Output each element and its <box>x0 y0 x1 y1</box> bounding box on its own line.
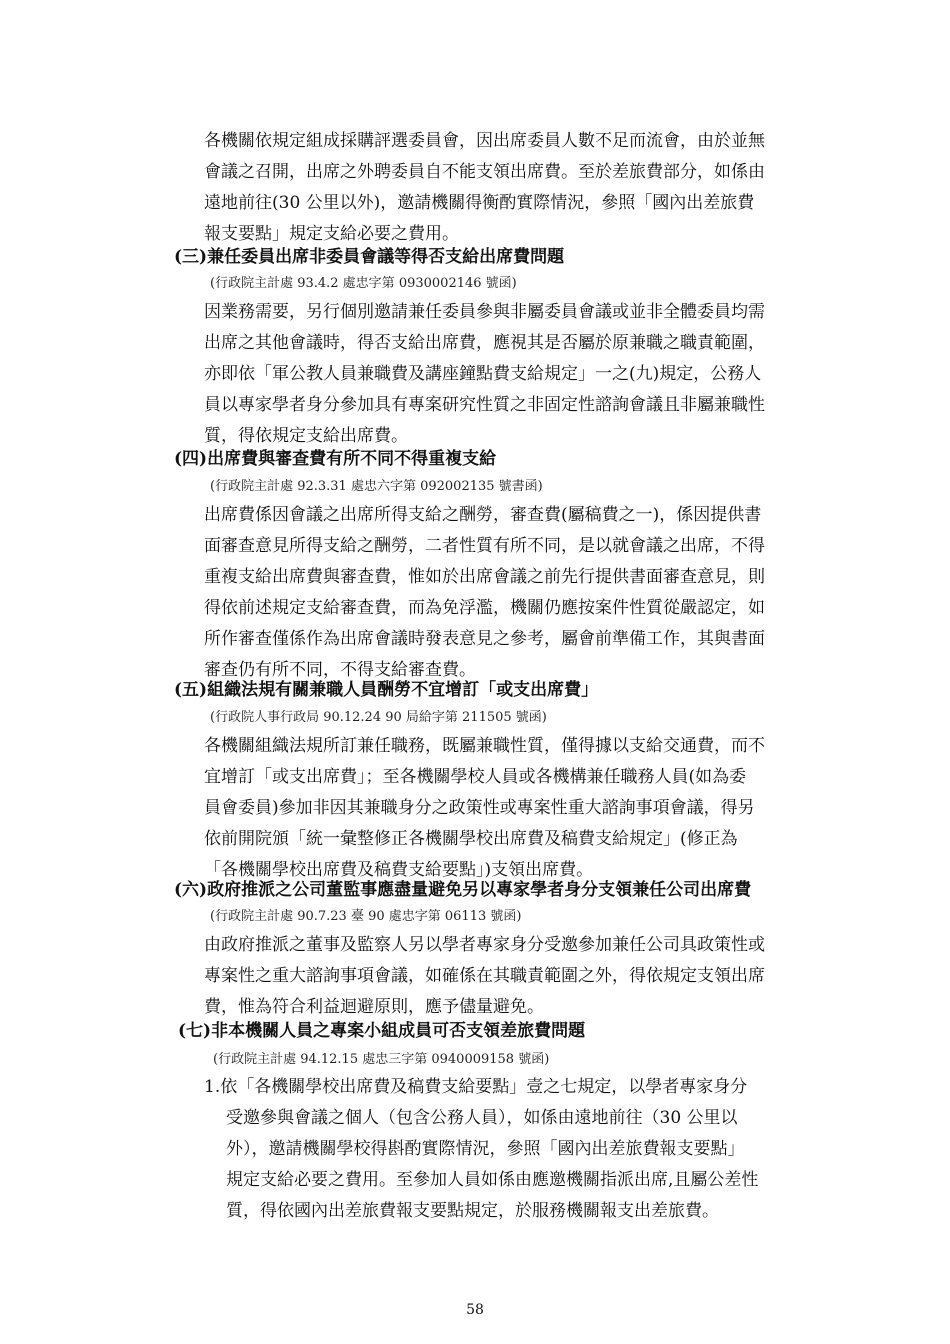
page-number: 58 <box>466 1302 484 1318</box>
text-line: 員會委員)參加非因其兼職身分之政策性或專案性重大諮詢事項會議，得另 <box>204 798 755 818</box>
section-body-3 <box>204 297 844 452</box>
text-line: 員以專家學者身分參加具有專案研究性質之非固定性諮詢會議且非屬兼職性 <box>204 395 765 415</box>
text-line: 亦即依「軍公教人員兼職費及講座鐘點費支給規定」一之(九)規定，公務人 <box>204 364 762 384</box>
text-line: 專案性之重大諮詢事項會議，如確係在其職責範圍之外，得依規定支領出席 <box>204 966 765 986</box>
section-body-5 <box>204 731 844 886</box>
text-line: 出席費係因會議之出席所得支給之酬勞，審查費(屬稿費之一)，係因提供書 <box>204 505 762 525</box>
section-reference-5: (行政院人事行政局 90.12.24 90 局給字第 211505 號函) <box>210 710 547 725</box>
section-body-4 <box>204 500 844 686</box>
text-line: 質，得依規定支給出席費。 <box>204 426 408 446</box>
text-line: 宜增訂「或支出席費」；至各機關學校人員或各機構兼任職務人員(如為委 <box>204 767 747 787</box>
numbered-item-1 <box>204 1072 844 1227</box>
text-line: 依前開院頒「統一彙整修正各機關學校出席費及稿費支給規定」(修正為 <box>204 829 738 849</box>
text-line: 外），邀請機關學校得斟酌實際情況，參照「國內出差旅費報支要點」 <box>226 1139 745 1159</box>
text-line: 報支要點」規定支給必要之費用。 <box>204 224 459 244</box>
text-line: 審查仍有所不同，不得支給審查費。 <box>204 660 476 680</box>
text-line: 受邀參與會議之個人（包含公務人員），如係由遠地前往（30 公里以 <box>226 1108 738 1128</box>
text-line: 「各機關學校出席費及稿費支給要點」)支領出席費。 <box>204 860 594 880</box>
section-reference-6: (行政院主計處 90.7.23 臺 90 處忠字第 06113 號函) <box>210 909 522 924</box>
text-line: 遠地前往(30 公里以外)，邀請機關得衡酌實際情況，參照「國內出差旅費 <box>204 193 755 213</box>
section-reference-4: (行政院主計處 92.3.31 處忠六字第 092002135 號書函) <box>210 479 543 494</box>
section-heading-3: (三)兼任委員出席非委員會議等得否支給出席費問題 <box>174 247 565 267</box>
text-line: 出席之其他會議時，得否支給出席費，應視其是否屬於原兼職之職責範圍， <box>204 333 765 353</box>
text-line: 費，惟為符合利益迴避原則，應予儘量避免。 <box>204 997 544 1017</box>
intro-paragraph <box>204 126 844 250</box>
text-line: 1.依「各機關學校出席費及稿費支給要點」壹之七規定，以學者專家身分 <box>204 1077 748 1097</box>
text-line: 各機關依規定組成採購評選委員會，因出席委員人數不足而流會，由於並無 <box>204 131 765 151</box>
text-line: 所作審查僅係作為出席會議時發表意見之參考，屬會前準備工作，其與書面 <box>204 629 765 649</box>
text-line: 會議之召開，出席之外聘委員自不能支領出席費。至於差旅費部分，如係由 <box>204 162 765 182</box>
text-line: 因業務需要，另行個別邀請兼任委員參與非屬委員會議或並非全體委員均需 <box>204 302 765 322</box>
text-line: 面審查意見所得支給之酬勞，二者性質有所不同，是以就會議之出席，不得 <box>204 536 765 556</box>
section-heading-6: (六)政府推派之公司董監事應盡量避免另以專家學者身分支領兼任公司出席費 <box>174 880 752 900</box>
section-reference-7: (行政院主計處 94.12.15 處忠三字第 0940009158 號函) <box>213 1052 550 1067</box>
section-heading-7: (七)非本機關人員之專案小組成員可否支領差旅費問題 <box>178 1021 586 1041</box>
section-heading-4: (四)出席費與審查費有所不同不得重複支給 <box>174 449 497 469</box>
text-line: 質，得依國內出差旅費報支要點規定，於服務機關報支出差旅費。 <box>226 1201 719 1221</box>
section-reference-3: (行政院主計處 93.4.2 處忠字第 0930002146 號函) <box>210 276 517 291</box>
text-line: 規定支給必要之費用。至參加人員如係由應邀機關指派出席,且屬公差性 <box>226 1170 759 1190</box>
section-heading-5: (五)組織法規有關兼職人員酬勞不宜增訂「或支出席費」 <box>174 680 599 700</box>
text-line: 重複支給出席費與審查費，惟如於出席會議之前先行提供書面審查意見，則 <box>204 567 765 587</box>
section-body-6 <box>204 930 844 1023</box>
text-line: 各機關組織法規所訂兼任職務，既屬兼職性質，僅得據以支給交通費，而不 <box>204 736 765 756</box>
text-line: 得依前述規定支給審查費，而為免浮濫，機關仍應按案件性質從嚴認定，如 <box>204 598 765 618</box>
text-line: 由政府推派之董事及監察人另以學者專家身分受邀參加兼任公司具政策性或 <box>204 935 765 955</box>
